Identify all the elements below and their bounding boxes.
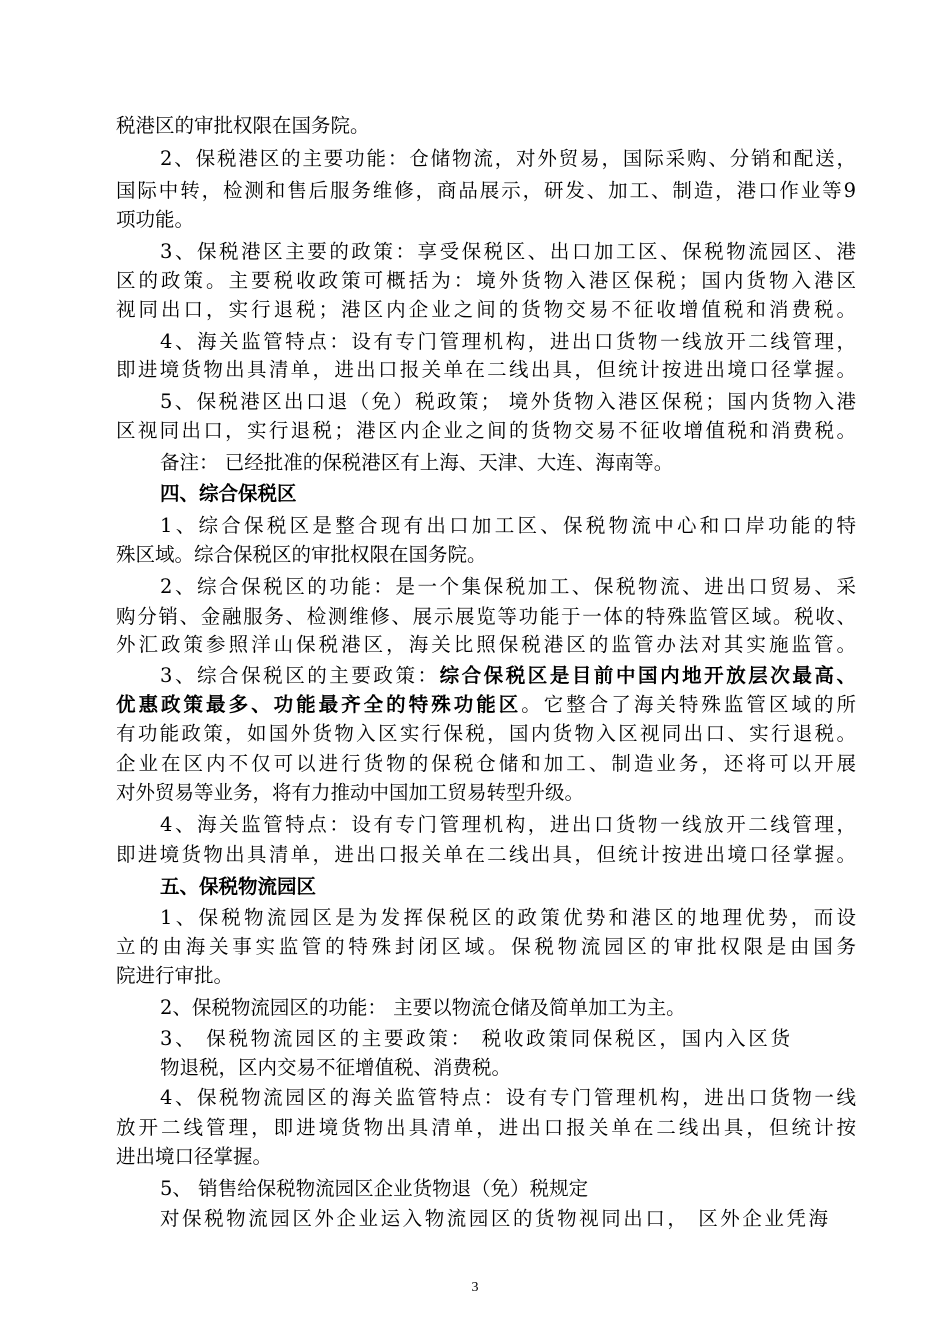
text-line: 4、海关监管特点：设有专门管理机构，进出口货物一线放开二线管理，	[160, 813, 856, 836]
text-line: 院进行审批。	[116, 964, 234, 987]
text-line: 2、保税港区的主要功能：仓储物流，对外贸易，国际采购、分销和配送，	[160, 147, 856, 170]
text-line: 项功能。	[116, 208, 195, 231]
text-line: 4、海关监管特点：设有专门管理机构，进出口货物一线放开二线管理，	[160, 330, 856, 353]
text-line: 3、保税港区主要的政策：享受保税区、出口加工区、保税物流园区、港	[160, 240, 856, 263]
text-line: 3、 保税物流园区的主要政策： 税收政策同保税区，国内入区货	[160, 1027, 790, 1050]
page-number: 3	[471, 1280, 479, 1295]
text-line: 5、 销售给保税物流园区企业货物退（免）税规定	[160, 1177, 589, 1200]
text-line: 备注： 已经批准的保税港区有上海、天津、大连、海南等。	[160, 451, 674, 474]
text-line: 区视同出口，实行退税；港区内企业之间的货物交易不征收增值税和消费税。	[116, 419, 856, 442]
text-line: 5、保税港区出口退（免）税政策； 境外货物入港区保税；国内货物入港	[160, 390, 856, 413]
section-heading: 四、综合保税区	[160, 482, 297, 505]
section-heading: 五、保税物流园区	[160, 875, 317, 898]
text-line: 视同出口，实行退税；港区内企业之间的货物交易不征收增值税和消费税。	[116, 298, 856, 321]
text-line: 进出境口径掌握。	[116, 1145, 273, 1168]
text-line: 企业在区内不仅可以进行货物的保税仓储和加工、制造业务，还将可以开展	[116, 752, 856, 775]
emphasis-text: 综合保税区是目前中国内地开放层次最高、	[439, 664, 856, 687]
text-line: 即进境货物出具清单，进出口报关单在二线出具，但统计按进出境口径掌握。	[116, 843, 856, 866]
emphasis-text: 优惠政策最多、功能最齐全的特殊功能区	[116, 693, 522, 716]
text-line: 4、保税物流园区的海关监管特点：设有专门管理机构，进出口货物一线	[160, 1086, 856, 1109]
text-run: 。它整合了海关特殊监管区域的所	[521, 693, 856, 716]
text-line: 2、综合保税区的功能：是一个集保税加工、保税物流、进出口贸易、采	[160, 575, 856, 598]
text-line: 有功能政策，如国外货物入区实行保税，国内货物入区视同出口、实行退税。	[116, 722, 856, 745]
text-run: 3、综合保税区的主要政策：	[160, 664, 440, 687]
text-line: 1、保税物流园区是为发挥保税区的政策优势和港区的地理优势，而设	[160, 906, 856, 929]
text-line: 放开二线管理，即进境货物出具清单，进出口报关单在二线出具，但统计按	[116, 1116, 856, 1139]
text-line: 立的由海关事实监管的特殊封闭区域。保税物流园区的审批权限是由国务	[116, 935, 856, 958]
text-line: 1、综合保税区是整合现有出口加工区、保税物流中心和口岸功能的特	[160, 514, 856, 537]
text-line: 对外贸易等业务，将有力推动中国加工贸易转型升级。	[116, 781, 585, 804]
text-line: 税港区的审批权限在国务院。	[116, 114, 370, 137]
text-line: 购分销、金融服务、检测维修、展示展览等功能于一体的特殊监管区域。税收、	[116, 605, 856, 628]
text-line: 对保税物流园区外企业运入物流园区的货物视同出口， 区外企业凭海	[160, 1207, 828, 1230]
text-line: 2、保税物流园区的功能： 主要以物流仓储及简单加工为主。	[160, 996, 686, 1019]
text-line: 区的政策。主要税收政策可概括为：境外货物入港区保税；国内货物入港区	[116, 269, 856, 292]
text-line	[160, 664, 856, 688]
text-line: 外汇政策参照洋山保税港区，海关比照保税港区的监管办法对其实施监管。	[116, 633, 856, 656]
text-line	[116, 693, 856, 717]
text-line: 国际中转，检测和售后服务维修，商品展示，研发、加工、制造，港口作业等9	[116, 179, 856, 202]
text-line: 即进境货物出具清单，进出口报关单在二线出具，但统计按进出境口径掌握。	[116, 358, 856, 381]
text-line: 物退税，区内交易不征增值税、消费税。	[160, 1056, 512, 1079]
text-line: 殊区域。综合保税区的审批权限在国务院。	[116, 543, 487, 566]
